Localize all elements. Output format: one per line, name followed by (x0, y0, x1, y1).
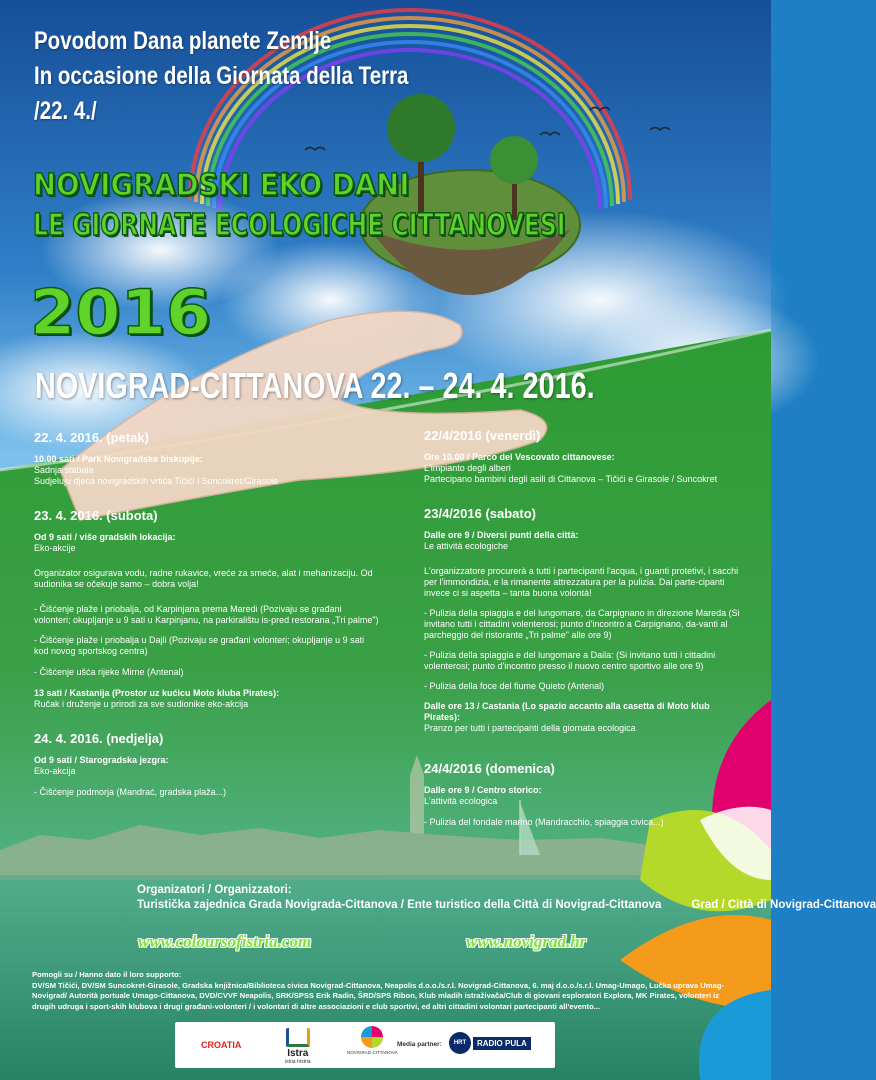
event-heading: 13 sati / Kastanija (Prostor uz kućicu Moto kluba Pirates): (34, 688, 280, 698)
event-heading: Dalle ore 13 / Castania (Lo spazio accanto alla casetta di Moto klub Pirates): (424, 701, 710, 722)
novigrad-logo: NOVIGRAD·CITTANOVA (347, 1026, 398, 1055)
organizers-city: Grad / Città di Novigrad-Cittanova (691, 899, 876, 911)
logo-bar (175, 1022, 555, 1068)
event-paragraph: - Pulizia della spiaggia e del lungomare, da Carpignano in direzione Mareda (Si invitano tutti i cittadini volenterosi; punto d'incontro a Carpignano, da-vanti al parcheggio del ristorante „Tri palme" alle ore 9) (424, 608, 740, 640)
event-heading: Dalle ore 9 / Diversi punti della città: (424, 530, 579, 540)
croatia-logo: CROATIA (201, 1040, 242, 1050)
event-heading: Od 9 sati / Starogradska jezgra: (34, 755, 169, 765)
day-title: 22. 4. 2016. (petak) (34, 430, 149, 445)
event-text: Ručak i druženje u prirodi za sve sudionike eko-akcija (34, 699, 249, 709)
day-title: 24. 4. 2016. (nedjelja) (34, 731, 164, 746)
title-italian: LE GIORNATE ECOLOGICHE CITTANOVESI (33, 208, 566, 243)
event-heading: Od 9 sati / više gradskih lokacija: (34, 532, 176, 542)
event-paragraph: - Pulizia del fondale marino (Mandracchio, spiaggia civica...) (424, 817, 664, 827)
day-title: 23. 4. 2016. (subota) (34, 508, 158, 523)
event-paragraph: - Čišćenje podmorja (Mandrać, gradska plaža...) (34, 787, 227, 797)
event (424, 785, 744, 807)
title-croatian: NOVIGRADSKI EKO DANI (33, 168, 410, 203)
istra-goat-icon (286, 1028, 310, 1047)
link-coloursofistria[interactable]: www.coloursofistria.com (138, 932, 312, 951)
media-partner-label: Media partner: (397, 1041, 442, 1048)
header-line-2: In occasione della Giornata della Terra (34, 62, 409, 90)
event-heading: 10.00 sati / Park Novigradske biskupije: (34, 454, 203, 464)
event-text: Eko-akcija (34, 766, 76, 776)
day-title: 22/4/2016 (venerdì) (424, 428, 541, 443)
event (34, 454, 379, 487)
event-text: Partecipano bambini degli asili di Cittanova – Tičići e Girasole / Suncokret (424, 474, 718, 484)
event (34, 532, 379, 554)
event-text: Le attività ecologiche (424, 541, 509, 551)
event-heading: Ore 10.00 / Parco del Vescovato cittanovese: (424, 452, 615, 462)
event (424, 530, 744, 552)
event-paragraph: - Čišćenje plaže i priobalja, od Karpinjana prema Maredi (Pozivaju se građani volonteri; okupljanje u 9 sati u Karpinjanu, na parkiralištu is-pred restorana „Tri palme") (34, 604, 379, 625)
title-year: 2016 (30, 276, 212, 349)
istra-logo: Istra istria·histria (285, 1028, 311, 1065)
header-line-1: Povodom Dana planete Zemlje (34, 27, 332, 55)
day-title: 23/4/2016 (sabato) (424, 506, 537, 521)
link-novigrad[interactable]: www.novigrad.hr (466, 932, 587, 951)
event-text: Sadnja stabala (34, 465, 94, 475)
event-text: L'impianto degli alberi (424, 463, 511, 473)
event (34, 688, 379, 710)
event (424, 701, 744, 734)
header-text (34, 24, 408, 129)
hrt-logo: HRT (449, 1032, 471, 1054)
organizers-label: Organizatori / Organizzatori: (137, 884, 292, 896)
event-heading: Dalle ore 9 / Centro storico: (424, 785, 542, 795)
novigrad-flower-icon (361, 1026, 383, 1048)
supporters-text: DV/SM Tičići, DV/SM Suncokret-Girasole, Gradska knjižnica/Biblioteca civica Novigrad-Cittanova, Neapolis d.o.o./s.r.l. Novigrad-Cittanova, 6. maj d.o.o./s.r.l. Umag-Umago, Lučka uprava Umag-Novigrad/ Autorità portuale Umago-Cittanova, DVD/CVVF Neapolis, SRK/SPSS Erik Radin, ŠRD/SPS Ribon, Klub mladih istraživača/Club di giovani esploratori Explora, MK Pirates, volonteri iz drugih udruga i sport-skih klubova i drugi građani-volonteri / i volontari di altre associazioni e club sportivi, ed altri cittadini volontari partecipanti all'evento... (32, 980, 724, 1011)
event-paragraph: - Čišćenje ušća rijeke Mirne (Antenal) (34, 667, 184, 677)
event-text: Sudjeluju djeca novigradskih vrtića Tičići i Suncokret/Girasole (34, 476, 279, 486)
event-paragraph: - Pulizia della spiaggia e del lungomare a Daila: (Si invitano tutti i cittadini volenterosi; punto d'incontro presso il nuovo centro sportivo alle ore 9) (424, 650, 716, 671)
place-and-dates: NOVIGRAD-CITTANOVA 22. – 24. 4. 2016. (35, 365, 595, 406)
organizers (137, 883, 876, 913)
event-text: Eko-akcije (34, 543, 76, 553)
event-paragraph: - Čišćenje plaže i priobalja u Dajli (Pozivaju se građani volonteri; okupljanje u 9 sati kod novog sportskog centra) (34, 635, 365, 656)
event (34, 755, 379, 777)
event-text: Pranzo per tutti i partecipanti della giornata ecologica (424, 723, 636, 733)
supporters (32, 970, 744, 1012)
day-title: 24/4/2016 (domenica) (424, 761, 555, 776)
header-line-3: /22. 4./ (34, 97, 97, 125)
event-paragraph: L'organizzatore procurerà a tutti i partecipanti l'acqua, i guanti protetivi, i sacchi per l'immondizia, e la rimanente attrezzatura per la pulizia. Dai parte-cipanti invece ci si aspetta – tanta buona volontà! (424, 566, 739, 598)
supporters-label: Pomogli su / Hanno dato il loro supporto: (32, 970, 182, 979)
event-text: L'attività ecologica (424, 796, 498, 806)
event-paragraph: - Pulizia della foce del fiume Quieto (Antenal) (424, 681, 605, 691)
radio-pula-logo: HRT RADIO PULA (449, 1032, 531, 1054)
organizers-tourist-board: Turistička zajednica Grada Novigrada-Cittanova / Ente turistico della Città di Novigrad-Cittanova (137, 899, 662, 911)
event (424, 452, 744, 485)
program-croatian (34, 430, 379, 807)
event-paragraph: Organizator osigurava vodu, radne rukavice, vreće za smeće, alat i mehanizaciju. Od sudionika se očekuje samo – dobra volja! (34, 568, 373, 589)
program-italian (424, 428, 744, 837)
